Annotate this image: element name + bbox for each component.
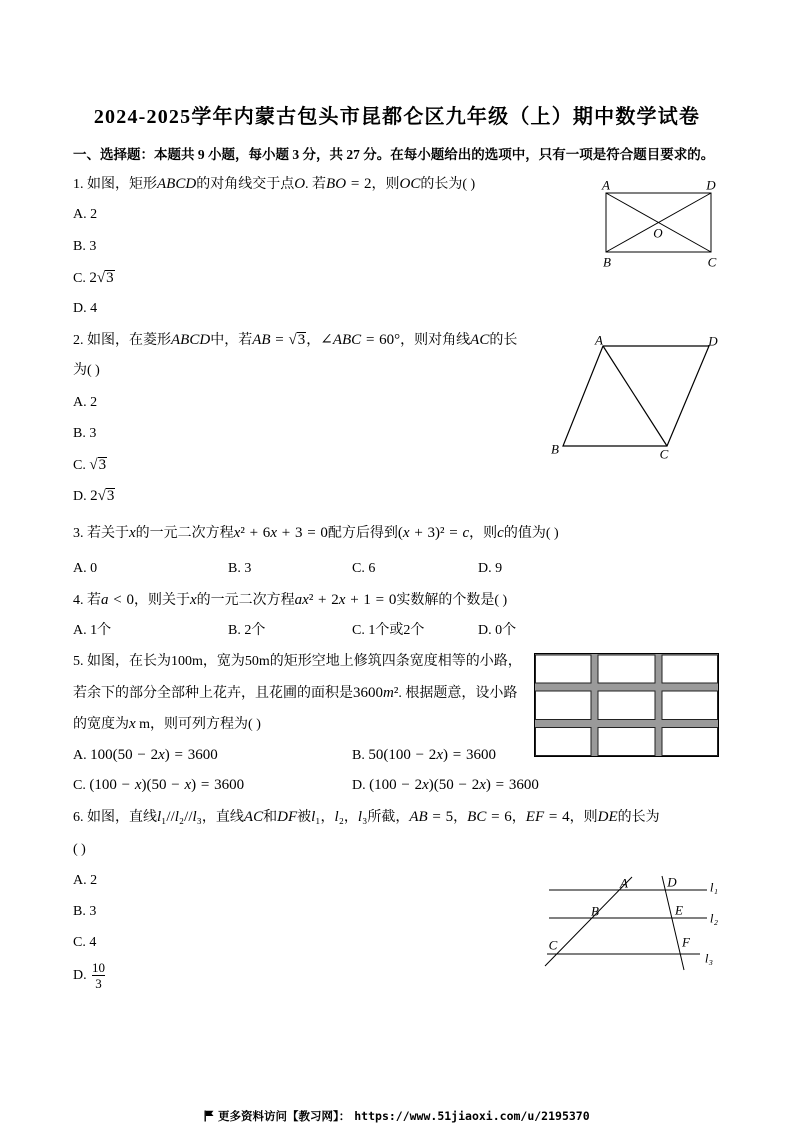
rectangle-abcd: [606, 193, 711, 252]
text-run: A.: [73, 748, 91, 763]
q3-option-a: [73, 559, 97, 579]
text-run: . 若: [305, 177, 327, 192]
text-run: D. 9: [478, 561, 503, 576]
q6-label-b: B: [591, 903, 599, 919]
math-expression: l₂: [334, 809, 344, 825]
line-df: [662, 876, 684, 970]
line-ac: [545, 877, 632, 966]
math-expression: a < 0: [101, 592, 134, 608]
math-expression: ABCD: [171, 332, 211, 348]
text-run: 3. 若关于: [73, 526, 129, 541]
math-expression: BO = 2: [326, 176, 372, 192]
text-run: 的对角线交于点: [196, 177, 295, 192]
text-run: 5. 如图，在长为100m，宽为50m的矩形空地上修筑四条宽度相等的小路，: [73, 654, 522, 669]
math-expression: (100 − x)(50 − x) = 3600: [89, 777, 245, 793]
text-run: ，: [320, 810, 335, 825]
flower-bed: [536, 655, 592, 683]
text-run: 的长为( ): [420, 177, 476, 192]
text-run: ，: [511, 810, 526, 825]
text-run: 的值为( ): [503, 526, 559, 541]
q1-option-a: [73, 205, 97, 225]
q6-label-l2: l₂: [709, 910, 719, 926]
text-run: D.: [73, 968, 87, 983]
q3-option-d: [478, 559, 502, 579]
flower-bed: [536, 691, 592, 720]
q2-label-c: C: [659, 446, 669, 462]
math-expression: O: [294, 176, 306, 192]
q3-stem-line-1: [73, 523, 559, 543]
footer-text: 更多资料访问【教习网】：: [218, 1109, 351, 1123]
math-expression: 2√3: [90, 488, 115, 504]
text-run: . 根据题意，设小路: [398, 686, 518, 701]
text-run: ，: [453, 810, 468, 825]
q5-option-a: [73, 745, 218, 765]
q1-label-a: A: [602, 177, 610, 193]
q6-label-e: E: [675, 902, 683, 918]
q1-stem-line-1: [73, 174, 475, 194]
q1-label-d: D: [706, 177, 716, 193]
q5-option-c: [73, 775, 244, 795]
q6-label-l3: l₃: [704, 950, 714, 966]
q1-label-o: O: [653, 225, 663, 241]
text-run: C.: [73, 458, 90, 473]
text-run: 6. 如图，直线: [73, 810, 157, 825]
math-expression: AC: [243, 809, 264, 825]
text-run: B. 3: [228, 561, 252, 576]
text-run: 的长为: [617, 810, 660, 825]
q5-option-b: [352, 745, 496, 765]
q6-label-a: A: [620, 875, 628, 891]
text-run: C. 1个或2个: [352, 623, 425, 638]
q6-option-b: [73, 902, 96, 922]
text-run: B.: [352, 748, 369, 763]
flower-bed: [598, 691, 655, 720]
math-expression: 2√3: [89, 270, 114, 286]
text-run: 被: [297, 810, 312, 825]
text-run: A. 2: [73, 207, 98, 222]
flower-bed: [536, 728, 592, 756]
flag-icon: [204, 1110, 214, 1122]
q1-option-d: [73, 299, 97, 319]
text-run: 实数解的个数是( ): [396, 593, 508, 608]
math-expression: √3: [89, 457, 107, 473]
text-run: 配方后得到: [327, 526, 398, 541]
q6-parallel-lines-figure: [545, 876, 707, 970]
math-expression: BC = 6: [467, 809, 512, 825]
q2-rhombus-figure: [563, 346, 709, 446]
text-run: ，直线: [201, 810, 244, 825]
text-run: C.: [73, 271, 90, 286]
text-run: B. 3: [73, 239, 97, 254]
q6-label-f: F: [682, 934, 690, 950]
q3-option-b: [228, 559, 251, 579]
text-run: B. 3: [73, 426, 97, 441]
q6-option-c: [73, 933, 96, 953]
q5-stem-line-1: [73, 652, 522, 672]
text-run: ，: [343, 810, 358, 825]
math-expression: DF: [277, 809, 298, 825]
q1-label-b: B: [603, 254, 611, 270]
text-run: 2. 如图，在菱形: [73, 333, 171, 348]
diagonal-bd: [606, 193, 711, 252]
rhombus-abcd: [563, 346, 709, 446]
text-run: 为( ): [73, 363, 100, 378]
math-expression: x: [189, 592, 197, 608]
math-expression: l₃: [357, 809, 368, 825]
text-run: C. 6: [352, 561, 376, 576]
q6-label-d: D: [667, 874, 677, 890]
flower-bed: [662, 691, 718, 720]
q5-option-d: [352, 775, 539, 795]
math-expression: x² + 6x + 3 = 0: [233, 525, 328, 541]
q6-option-d-fraction: [92, 960, 105, 991]
q3-option-c: [352, 559, 375, 579]
math-expression: EF = 4: [525, 809, 570, 825]
flower-bed: [662, 655, 718, 683]
text-run: D.: [73, 489, 91, 504]
flower-bed: [598, 728, 655, 756]
math-expression: x: [129, 525, 136, 541]
text-run: B. 2个: [228, 623, 266, 638]
q2-label-a: A: [595, 332, 603, 348]
math-expression: OC: [399, 176, 421, 192]
math-expression: c: [497, 525, 504, 541]
q1-rectangle-figure: [606, 193, 711, 252]
q2-option-c: [73, 455, 107, 475]
diagonal-ac: [606, 193, 711, 252]
footer-url-link[interactable]: https://www.51jiaoxi.com/u/2195370: [354, 1109, 590, 1123]
q2-option-a: [73, 393, 97, 413]
math-expression: (x + 3)² = c: [397, 525, 470, 541]
math-expression: l₁//l₂//l₃: [157, 809, 202, 825]
q6-stem-line-1: [73, 807, 660, 827]
text-run: ( ): [73, 842, 86, 857]
text-run: ，则: [371, 177, 400, 192]
text-run: ，: [306, 333, 321, 348]
text-run: ，则: [469, 526, 498, 541]
q4-option-d: [478, 621, 516, 641]
text-run: 的一元二次方程: [196, 593, 295, 608]
text-run: 的长: [489, 333, 518, 348]
text-run: A. 1个: [73, 623, 112, 638]
garden-outer: [535, 654, 719, 757]
fraction-denominator: 3: [95, 976, 102, 991]
text-run: C.: [73, 778, 90, 793]
q6-option-d: [73, 966, 87, 986]
text-run: 的宽度为: [73, 717, 129, 732]
flower-bed: [662, 728, 718, 756]
diagonal-ac: [603, 346, 667, 446]
flower-bed: [598, 655, 655, 683]
math-expression: AC: [470, 332, 490, 348]
text-run: 1. 如图，矩形: [73, 177, 157, 192]
text-run: D. 0个: [478, 623, 517, 638]
text-run: 的一元二次方程: [135, 526, 234, 541]
q2-stem-line-1: [73, 330, 517, 350]
math-expression: 100(50 − 2x) = 3600: [90, 747, 218, 763]
q4-stem-line-1: [73, 590, 507, 610]
q2-option-d: [73, 486, 115, 506]
math-expression: 3600m²: [353, 685, 399, 701]
q4-option-a: [73, 621, 111, 641]
q2-stem-line-2: [73, 361, 100, 381]
math-expression: (100 − 2x)(50 − 2x) = 3600: [369, 777, 539, 793]
q6-label-c: C: [548, 937, 558, 953]
q5-stem-line-2: [73, 683, 517, 703]
q2-option-b: [73, 424, 96, 444]
math-expression: l₁: [311, 809, 321, 825]
text-run: D.: [352, 778, 370, 793]
math-expression: x: [129, 716, 136, 732]
math-expression: AB = 5: [409, 809, 454, 825]
text-run: B. 3: [73, 904, 97, 919]
math-expression: AB = √3: [252, 332, 306, 348]
q6-stem-line-2: [73, 840, 86, 860]
q2-label-d: D: [708, 333, 718, 349]
q4-option-b: [228, 621, 265, 641]
text-run: 中，若: [210, 333, 253, 348]
q1-option-c: [73, 268, 115, 288]
text-run: A. 0: [73, 561, 98, 576]
text-run: m，则可列方程为( ): [135, 717, 261, 732]
text-run: ，则关于: [133, 593, 190, 608]
text-run: ，则: [569, 810, 598, 825]
text-run: C. 4: [73, 935, 97, 950]
q4-option-c: [352, 621, 424, 641]
exam-title: 2024-2025学年内蒙古包头市昆都仑区九年级（上）期中数学试卷: [93, 106, 701, 128]
text-run: 4. 若: [73, 593, 101, 608]
q6-option-a: [73, 871, 97, 891]
math-expression: ax² + 2x + 1 = 0: [294, 592, 397, 608]
q5-stem-line-3: [73, 714, 261, 734]
q5-garden-figure: [535, 654, 719, 757]
q1-option-b: [73, 237, 96, 257]
section-header: 一、选择题：本题共 9 小题，每小题 3 分，共 27 分。在每小题给出的选项中，只有一项是符合题目要求的。: [73, 147, 715, 162]
text-run: 所截，: [367, 810, 410, 825]
fraction-numerator: 10: [92, 960, 105, 975]
page-footer: [204, 1108, 590, 1124]
text-run: ，则对角线: [400, 333, 471, 348]
text-run: A. 2: [73, 395, 98, 410]
math-expression: ABCD: [157, 176, 197, 192]
text-run: 若余下的部分全部种上花卉，且花圃的面积是: [73, 686, 353, 701]
q2-label-b: B: [551, 441, 559, 457]
text-run: D. 4: [73, 301, 98, 316]
text-run: A. 2: [73, 873, 98, 888]
q1-label-c: C: [707, 254, 717, 270]
math-expression: ∠ABC = 60°: [320, 332, 401, 348]
math-expression: 50(100 − 2x) = 3600: [368, 747, 496, 763]
q6-label-l1: l₁: [709, 879, 719, 895]
text-run: 和: [263, 810, 278, 825]
math-expression: DE: [597, 809, 618, 825]
